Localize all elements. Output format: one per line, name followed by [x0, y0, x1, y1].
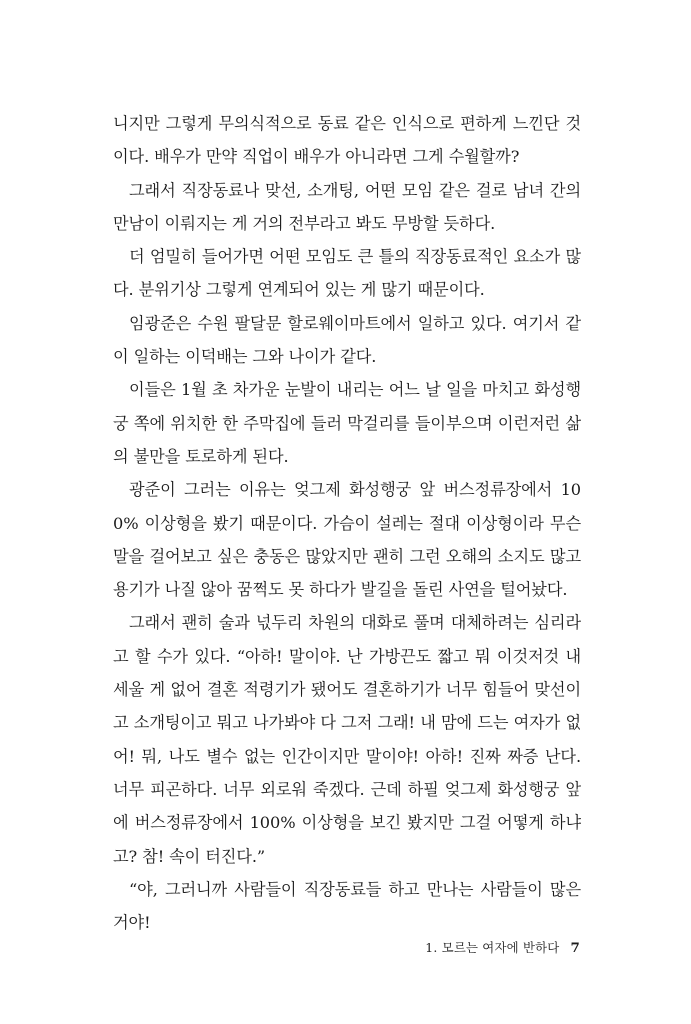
paragraph: 임광준은 수원 팔달문 할로웨이마트에서 일하고 있다. 여기서 같이 일하는 이덕배는 그와 나이가 같다. [113, 313, 581, 367]
paragraph: 더 엄밀히 들어가면 어떤 모임도 큰 틀의 직장동료적인 요소가 많다. 분위기상 그렇게 연계되어 있는 게 많기 때문이다. [113, 247, 581, 300]
footer-page-number: 7 [570, 940, 580, 956]
paragraph: 그래서 직장동료나 맞선, 소개팅, 어떤 모임 같은 걸로 남녀 간의 만남이 이뤄지는 게 거의 전부라고 봐도 무방할 듯하다. [113, 180, 581, 233]
paragraph: 그래서 괜히 술과 넋두리 차원의 대화로 풀며 대체하려는 심리라고 할 수가 있다. “아하! 말이야. 난 가방끈도 짧고 뭐 이것저것 내세울 게 없어 결혼 적령기가 됐어도 결혼하기가 너무 힘들어 맞선이고 소개팅이고 뭐고 나가봐야 다 그저 그래! 내 맘에 드는 여자가 없어! 뭐, 나도 별수 없는 인간이지만 말이야! 아하! 진짜 짜증 난다. 너무 피곤하다. 너무 외로워 죽겠다. 근데 하필 엊그제 화성행궁 앞에 버스정류장에서 100% 이상형을 보긴 봤지만 그걸 어떻게 하냐고? 참! 속이 터진다.” [113, 613, 581, 866]
paragraph: “야, 그러니까 사람들이 직장동료들 하고 만나는 사람들이 많은 거야! [113, 879, 581, 933]
paragraph: 이들은 1월 초 차가운 눈발이 내리는 어느 날 일을 마치고 화성행궁 쪽에 위치한 한 주막집에 들러 막걸리를 들이부으며 이런저런 삶의 불만을 토로하게 된다. [113, 380, 581, 466]
paragraph: 니지만 그렇게 무의식적으로 동료 같은 인식으로 편하게 느낀단 것이다. 배우가 만약 직업이 배우가 아니라면 그게 수월할까? [113, 114, 581, 167]
footer-chapter-title: 1. 모르는 여자에 반하다 [425, 940, 560, 955]
page-footer [113, 938, 580, 964]
body-text-column [113, 107, 581, 939]
paragraph: 광준이 그러는 이유는 엊그제 화성행궁 앞 버스정류장에서 100% 이상형을 봤기 때문이다. 가슴이 설레는 절대 이상형이라 무슨 말을 걸어보고 싶은 충동은 많았지만 괜히 그런 오해의 소지도 많고 용기가 나질 않아 꿈쩍도 못 하다가 발길을 돌린 사연을 털어놨다. [113, 480, 581, 600]
